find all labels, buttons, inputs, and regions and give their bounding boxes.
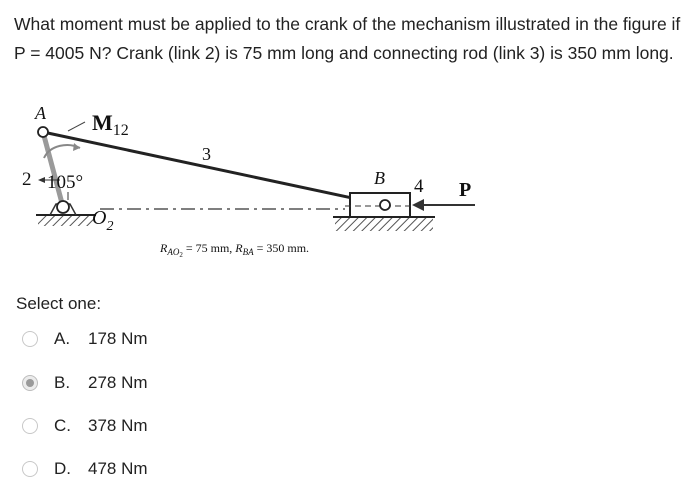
radio-a[interactable] <box>22 331 38 347</box>
joint-A <box>38 127 48 137</box>
option-b[interactable] <box>22 365 148 401</box>
option-c-text: 378 Nm <box>88 416 148 435</box>
option-a[interactable] <box>22 321 148 357</box>
option-a-letter: A. <box>54 329 71 348</box>
option-b-text: 278 Nm <box>88 373 148 392</box>
radio-b[interactable] <box>22 375 38 391</box>
label-link4: 4 <box>414 176 424 197</box>
option-d-letter: D. <box>54 459 71 478</box>
caption-R1-sub: AO <box>167 247 180 257</box>
label-P: P <box>459 179 472 201</box>
option-d[interactable] <box>22 451 148 487</box>
caption-R1: R <box>160 241 168 255</box>
ground-hatch-slider <box>335 217 433 231</box>
mechanism-figure <box>0 100 700 270</box>
option-c[interactable] <box>22 408 148 444</box>
svg-text:M12 <box>92 110 129 139</box>
caption-R2-sub: BA <box>242 247 254 257</box>
option-c-letter: C. <box>54 416 71 435</box>
label-link3: 3 <box>202 144 211 164</box>
radio-d[interactable] <box>22 461 38 477</box>
radio-c[interactable] <box>22 418 38 434</box>
label-B: B <box>374 168 385 188</box>
mechanism-diagram <box>0 100 700 270</box>
label-A: A <box>35 103 46 123</box>
caption-R1-subsub: 2 <box>179 251 183 259</box>
caption-end: = 350 mm. <box>253 241 310 255</box>
label-angle: 105° <box>47 172 84 193</box>
caption-mid: = 75 mm, <box>182 241 236 255</box>
select-one-label: Select one: <box>16 294 102 313</box>
crank-link-2 <box>43 132 63 207</box>
label-M12-sub: 12 <box>112 122 129 139</box>
label-O2-sub: 2 <box>106 219 114 234</box>
label-M12: M <box>92 110 113 135</box>
joint-O2 <box>57 201 69 213</box>
option-d-text: 478 Nm <box>88 459 148 478</box>
joint-B <box>380 200 390 210</box>
svg-text:O2 <box>92 207 113 234</box>
caption-R2: R <box>235 241 243 255</box>
connecting-rod-link-3 <box>43 132 385 205</box>
label-link2: 2 <box>22 169 32 190</box>
svg-text:RAO2 = 75 mm, RBA = 350 mm. <box>159 241 309 259</box>
option-b-letter: B. <box>54 373 71 392</box>
option-a-text: 178 Nm <box>88 329 148 348</box>
ground-hatch-o2 <box>38 215 94 226</box>
label-O2: O <box>92 207 107 229</box>
question-text: What moment must be applied to the crank of the mechanism illustrated in the figure if P = 4005 N? Crank (link 2) is 75 mm long and connecting rod (link 3) is 350 mm long. <box>14 14 681 63</box>
